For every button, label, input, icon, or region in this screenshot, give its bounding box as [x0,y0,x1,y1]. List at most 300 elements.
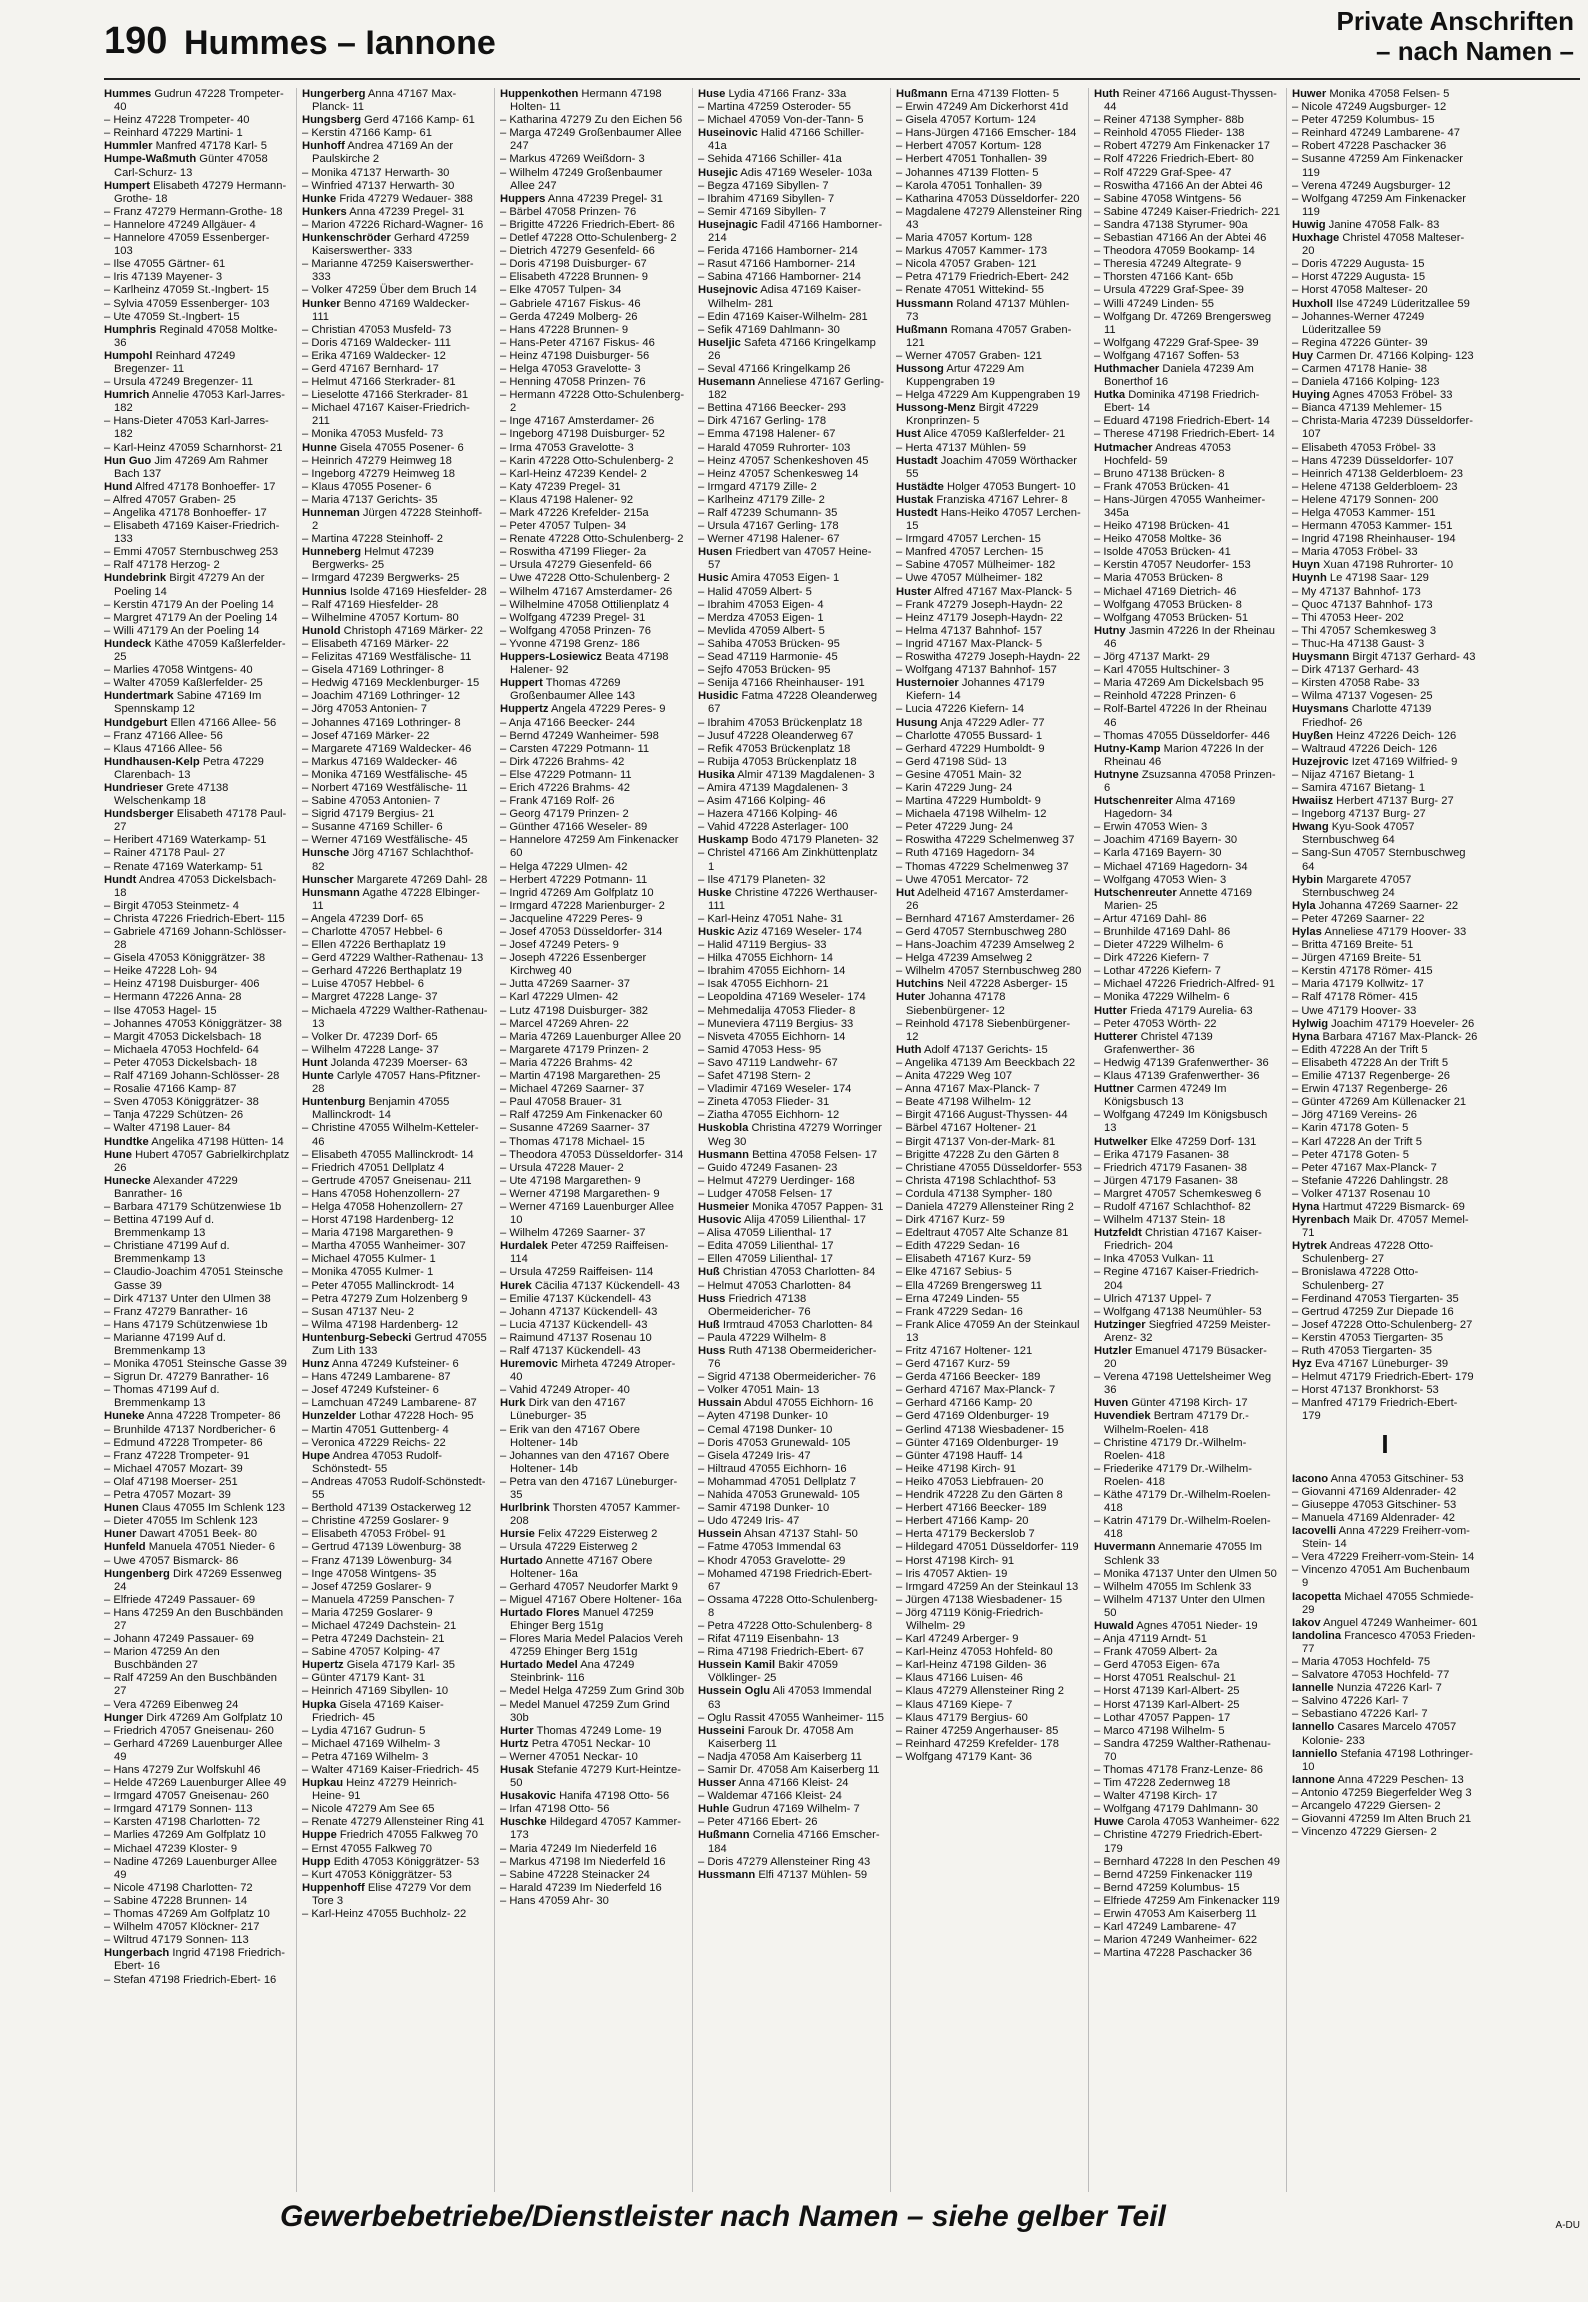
entry-details: Isolde 47169 Hiesfelder- 28 [349,585,487,598]
entry-surname: Humrich [104,389,150,402]
directory-entry [1292,232,1478,258]
entry-surname: Hunte [302,1070,334,1083]
directory-entry [698,376,884,402]
directory-entry [896,1214,1082,1227]
directory-entry [1094,1725,1280,1738]
entry-details: – Gertrud 47259 Zur Diepade 16 [1292,1305,1454,1318]
directory-entry [500,586,686,599]
entry-details: – Rosalie 47166 Kamp- 87 [104,1083,237,1096]
entry-details: – Charlotte 47055 Bussard- 1 [896,729,1043,742]
directory-entry [1292,952,1478,965]
section-title [1337,6,1574,66]
directory-entry [500,625,686,638]
entry-details: – Heike 47198 Kirch- 91 [896,1462,1017,1475]
directory-entry [500,1240,686,1266]
entry-surname: Hurtado Flores [500,1606,580,1619]
directory-entry [1094,1371,1280,1397]
directory-entry [1094,1882,1280,1895]
directory-entry [698,1410,884,1423]
entry-surname: Hutzinger [1094,1318,1146,1331]
entry-details: – Wilhelm 47137 Unter den Ulmen 50 [1094,1593,1266,1619]
entry-details: Siegfried 47259 Meister-Arenz- 32 [1104,1318,1271,1344]
entry-details: – Marion 47226 Richard-Wagner- 16 [302,218,484,231]
entry-details: – Horst 47058 Malteser- 20 [1292,284,1428,297]
directory-entry [698,546,884,572]
directory-entry [302,1319,488,1332]
entry-surname: Hurtado Medel [500,1659,578,1672]
directory-entry [500,651,686,677]
entry-details: Stefanie 47279 Kurt-Heintze- 50 [510,1764,681,1790]
entry-details: – Johannes 47139 Flotten- 5 [896,166,1039,179]
directory-entry [698,1541,884,1554]
directory-entry [500,1424,686,1450]
directory-entry [896,1712,1082,1725]
entry-details: Günter 47198 Kirch- 17 [1131,1397,1248,1410]
directory-entry [500,952,686,978]
directory-entry [1292,88,1478,101]
directory-entry [896,1699,1082,1712]
directory-entry [1094,1869,1280,1882]
directory-entry [104,442,290,455]
entry-details: – Brunhilde 47169 Dahl- 86 [1094,926,1231,938]
entry-details: – Michael 47057 Mozart- 39 [104,1462,243,1475]
entry-details: – Refik 47053 Brückenplatz 18 [698,742,851,755]
entry-surname: Hunkers [302,205,347,218]
entry-details: Anna 47229 Freiherr-vom-Stein- 14 [1302,1525,1470,1551]
entry-details: Agnes 47051 Nieder- 19 [1136,1619,1258,1632]
entry-details: – Heinz 47057 Schenkeshoven 45 [698,454,869,467]
directory-entry [1094,1227,1280,1253]
directory-entry [104,952,290,965]
column-separator [1088,88,1089,2192]
entry-details: – Nicole 47279 Am See 65 [302,1803,435,1816]
entry-details: – Karsten 47198 Charlotten- 72 [104,1816,261,1829]
directory-entry [1094,546,1280,559]
entry-details: – Gerhard 47167 Max-Planck- 7 [896,1384,1056,1397]
directory-entry [104,350,290,376]
entry-details: – Bronislawa 47228 Otto-Schulenberg- 27 [1292,1266,1419,1292]
entry-surname: Huzejrovic [1292,755,1349,768]
entry-details: – Reinhold 47178 Siebenbürgener- 12 [896,1017,1071,1043]
entry-details: Reiner 47166 August-Thyssen- 44 [1104,88,1277,114]
directory-entry [1292,1826,1478,1839]
entry-surname: Hutter [1094,1004,1127,1017]
entry-details: Carmen 47249 Im Königsbusch 13 [1104,1083,1227,1109]
directory-entry [302,1240,488,1253]
directory-entry [896,1083,1082,1096]
entry-surname: Hussong [896,362,944,375]
directory-entry [500,612,686,625]
entry-details: – Medel Manuel 47259 Zum Grind 30b [500,1698,670,1724]
entry-details: Edith 47053 Königgrätzer- 53 [333,1855,480,1868]
directory-entry [896,389,1082,402]
directory-entry [698,1790,884,1803]
directory-entry [302,887,488,913]
directory-entry [302,1057,488,1070]
directory-entry [302,1358,488,1371]
directory-entry [1292,821,1478,847]
entry-details: – Renate 47051 Wittekind- 55 [896,284,1045,297]
entry-surname: Hupka [302,1698,337,1711]
entry-details: – Gerd 47167 Kurz- 59 [896,1358,1010,1371]
entry-details: – Margarete 47179 Prinzen- 2 [500,1043,649,1056]
directory-entry [896,978,1082,991]
directory-entry [302,232,488,258]
directory-entry [104,1293,290,1306]
directory-entry [302,690,488,703]
directory-entry [500,1280,686,1293]
entry-surname: Huppers-Losiewicz [500,651,602,664]
directory-entry [896,1109,1082,1122]
entry-details: – Sebastiano 47226 Karl- 7 [1292,1708,1428,1721]
directory-entry [1094,1541,1280,1567]
directory-entry [302,1070,488,1096]
entry-details: Alfred 47178 Bonhoeffer- 17 [135,480,276,493]
entry-surname: Hustak [896,493,934,506]
directory-entry [104,1240,290,1266]
entry-surname: Hussmann [698,1868,756,1881]
entry-details: – Salvatore 47053 Hochfeld- 77 [1292,1669,1450,1682]
directory-entry [1292,1188,1478,1201]
entry-details: – Renate 47228 Otto-Schulenberg- 2 [500,533,684,546]
entry-details: – Elfriede 47259 Am Finkenacker 119 [1094,1894,1280,1907]
entry-surname: Husemann [698,376,756,389]
directory-entry [1094,1581,1280,1594]
directory-entry [1094,913,1280,926]
entry-details: – Magdalene 47279 Allensteiner Ring 43 [896,205,1082,231]
entry-details: Friedbert van 47057 Heine- 57 [708,546,872,572]
entry-details: Andrea 47053 Rudolf-Schönstedt- 55 [312,1449,442,1475]
entry-details: – Cordula 47138 Sympher- 180 [896,1187,1053,1200]
entry-details: Christian 47053 Charlotten- 84 [722,1266,876,1279]
directory-entry [698,219,884,245]
entry-surname: Hurlbrink [500,1502,550,1515]
entry-details: – Muneviera 47119 Bergius- 33 [698,1017,854,1030]
directory-entry [896,834,1082,847]
entry-details: – Hannelore 47259 Am Finkenacker 60 [500,834,679,860]
entry-details: – Ralf 47178 Römer- 415 [1292,991,1418,1004]
directory-entry [104,1816,290,1829]
entry-details: Christel 47058 Malteser- 20 [1302,232,1465,258]
entry-details: – Franz 47166 Allee- 56 [104,729,223,742]
directory-entry [500,1895,686,1908]
entry-details: – Dieter 47055 Im Schlenk 123 [104,1515,258,1528]
entry-surname: Huxhage [1292,232,1340,245]
entry-details: – Peter 47167 Max-Planck- 7 [1292,1161,1437,1174]
directory-entry [1292,664,1478,677]
entry-surname: Huven [1094,1397,1129,1410]
entry-details: – Hans 47259 An den Buschbänden 27 [104,1606,284,1632]
entry-details: Hanifa 47198 Otto- 56 [559,1790,670,1803]
directory-entry [104,1018,290,1031]
directory-entry [896,1568,1082,1581]
directory-entry [500,1162,686,1175]
entry-details: Francesco 47053 Frieden- 77 [1302,1629,1476,1655]
directory-entry [302,1751,488,1764]
entry-surname: Hustädte [896,480,944,493]
directory-entry [104,743,290,756]
entry-surname: Hunneman [302,507,360,519]
entry-details: – Erwin 47137 Regenberge- 26 [1292,1083,1448,1096]
directory-entry [1094,415,1280,428]
entry-details: Bakir 47059 Völklinger- 25 [708,1659,838,1685]
directory-entry [104,1031,290,1044]
directory-entry [1094,1712,1280,1725]
entry-surname: Huthmacher [1094,362,1160,375]
directory-entry [698,1240,884,1253]
directory-entry [500,939,686,952]
entry-details: – Franz 47279 Banrather- 16 [104,1305,248,1318]
entry-details: Jolanda 47239 Moerser- 63 [330,1056,468,1069]
directory-entry [1094,1253,1280,1266]
entry-details: – Lothar 47057 Pappen- 17 [1094,1711,1231,1724]
entry-details: – Herbert 47051 Tonhallen- 39 [896,153,1047,166]
entry-surname: Huppenkothen [500,88,579,100]
directory-entry [500,127,686,153]
directory-entry [1292,376,1478,389]
entry-details: – Wilhelm 47057 Klöckner- 217 [104,1921,260,1934]
entry-details: – Emma 47198 Halener- 67 [698,428,836,441]
entry-details: – Hans-Jürgen 47055 Wanheimer- 345a [1094,493,1266,519]
entry-details: – Michael 47269 Saarner- 37 [500,1083,645,1096]
directory-entry [500,572,686,585]
entry-details: – Ute 47198 Margarethen- 9 [500,1174,641,1187]
directory-entry [698,1201,884,1214]
entry-details: – Andreas 47053 Rudolf-Schönstedt- 55 [302,1475,486,1502]
directory-entry [104,1594,290,1607]
entry-details: – Doris 47198 Duisburger- 67 [500,258,647,271]
entry-details: Gerd 47166 Kamp- 61 [364,114,475,127]
directory-entry [896,245,1082,258]
entry-details: Adisa 47169 Kaiser-Wilhelm- 281 [708,284,861,310]
entry-details: – Sabine 47228 Brunnen- 14 [104,1894,248,1907]
entry-surname: Hussong-Menz [896,402,976,415]
entry-surname: Huth [896,1043,922,1056]
directory-entry [500,1201,686,1227]
entry-surname: Huskamp [698,834,749,847]
entry-details: – Ralf 47169 Johann-Schlösser- 28 [104,1070,280,1083]
entry-details: – Merdza 47053 Eigen- 1 [698,611,824,624]
entry-details: – Helga 47053 Gravelotte- 3 [500,362,641,375]
directory-entry [896,1502,1082,1515]
entry-details: – Lucia 47137 Kückendell- 43 [500,1318,648,1331]
entry-details: – Flores Maria Medel Palacios Vereh 47259 Ehinger Berg 151g [500,1633,683,1659]
entry-surname: Huseljic [698,336,741,349]
directory-entry [698,1096,884,1109]
directory-entry [896,1607,1082,1633]
directory-entry [1094,1136,1280,1149]
directory-entry [302,1659,488,1672]
directory-entry [698,952,884,965]
entry-surname: Huskobla [698,1122,749,1135]
directory-entry [698,717,884,730]
entry-details: – Jacqueline 47229 Peres- 9 [500,912,643,925]
entry-details: – Rima 47198 Friedrich-Ebert- 67 [698,1646,865,1659]
entry-details: – Sandra 47259 Walther-Rathenau- 70 [1094,1737,1271,1763]
entry-details: Anna 47249 Kufsteiner- 6 [331,1358,459,1371]
entry-surname: Hutzler [1094,1345,1132,1357]
entry-details: – Thomas 47178 Michael- 15 [500,1135,645,1148]
entry-details: – Ursula 47279 Giesenfeld- 66 [500,559,652,572]
directory-entry [698,1018,884,1031]
directory-entry [1094,1266,1280,1292]
directory-entry [500,219,686,232]
entry-details: – Uwe 47179 Hoover- 33 [1292,1004,1417,1017]
directory-entry [104,1555,290,1568]
directory-entry [1094,1515,1280,1541]
entry-details: – Margret 47179 An der Poeling 14 [104,611,278,624]
entry-details: Andreas 47228 Otto-Schulenberg- 27 [1302,1240,1434,1266]
directory-entry [896,847,1082,860]
entry-details: – Gisela 47053 Königgrätzer- 38 [104,952,266,965]
directory-entry [104,1777,290,1790]
entry-details: Thorsten 47057 Kammer- 208 [510,1502,681,1528]
directory-entry [1094,298,1280,311]
entry-details: – Stefan 47198 Friedrich-Ebert- 16 [104,1973,277,1986]
column-separator [692,88,693,2192]
entry-details: – Ellen 47226 Berthaplatz 19 [302,939,446,952]
directory-entry [1094,572,1280,585]
entry-details: – Detlef 47228 Otto-Schulenberg- 2 [500,232,677,245]
entry-details: – Katharina 47053 Düsseldorfer- 220 [896,192,1080,205]
entry-details: Almir 47139 Magdalenen- 3 [737,768,875,781]
entry-surname: Husseini [698,1724,745,1737]
directory-entry [302,1843,488,1856]
entry-details: Erna 47139 Flotten- 5 [950,88,1059,100]
entry-details: – Thorsten 47166 Kant- 65b [1094,271,1234,284]
entry-details: – Hiltraud 47055 Eichhorn- 16 [698,1462,847,1475]
directory-entry [1094,311,1280,337]
directory-entry [698,1816,884,1829]
directory-entry [1094,1070,1280,1083]
directory-entry [698,1175,884,1188]
directory-entry [1094,1699,1280,1712]
entry-details: – Klaus 47139 Grafenwerther- 36 [1094,1070,1260,1083]
directory-column [896,88,1082,2192]
entry-surname: Huvermann [1094,1541,1156,1554]
entry-surname: Hutterer [1094,1030,1138,1043]
entry-details: Kyu-Sook 47057 Sternbuschweg 64 [1302,821,1415,847]
directory-entry [896,1240,1082,1253]
entry-details: – Horst 47229 Augusta- 15 [1292,271,1426,284]
entry-details: – Semir 47169 Sibyllen- 7 [698,205,827,218]
entry-details: – Karla 47169 Bayern- 30 [1094,847,1222,860]
entry-details: Hermann 47198 Holten- 11 [510,88,662,114]
directory-entry [1292,599,1478,612]
entry-details: – Lutz 47198 Duisburger- 382 [500,1004,649,1017]
directory-entry [896,350,1082,363]
entry-details: – Peter 47229 Jung- 24 [896,821,1013,834]
directory-entry [1292,1345,1478,1358]
directory-entry [500,455,686,468]
entry-details: – Hans 47249 Lambarene- 87 [302,1371,451,1384]
directory-entry [698,101,884,114]
directory-entry [500,1882,686,1895]
entry-details: – Günter 47269 Am Küllenacker 21 [1292,1096,1467,1109]
entry-details: – Marianne 47259 Kaiserswerther- 333 [302,258,474,284]
entry-details: – Hermann 47053 Kammer- 151 [1292,520,1453,533]
directory-entry [302,1384,488,1397]
directory-entry [1292,271,1478,284]
entry-details: Manfred 47178 Karl- 5 [155,140,267,153]
entry-details: – Waldemar 47166 Kleist- 24 [698,1790,842,1803]
entry-details: – Thi 47053 Heer- 202 [1292,611,1404,624]
entry-details: Artur 47229 Am Kuppengraben 19 [906,362,1025,389]
entry-details: Manuel 47259 Ehinger Berg 151g [510,1606,654,1632]
entry-details: – Maria 47137 Gerichts- 35 [302,493,438,506]
directory-entry [698,1266,884,1279]
directory-entry [1292,363,1478,376]
entry-details: – Uwe 47057 Bismarck- 86 [104,1554,239,1567]
entry-details: – Heinz 47198 Duisburger- 406 [104,978,260,991]
entry-details: Joachim 47059 Wörthacker 55 [906,454,1077,480]
directory-entry [302,1777,488,1803]
entry-details: – Wilhelm 47167 Amsterdamer- 26 [500,585,673,598]
entry-details: – Herbert 47166 Beecker- 189 [896,1502,1047,1515]
entry-details: – Marga 47249 Großenbaumer Allee 247 [500,127,682,153]
entry-surname: Huying [1292,389,1330,402]
entry-details: – Klaus 47166 Luisen- 46 [896,1672,1023,1685]
directory-entry [896,599,1082,612]
directory-entry [1094,1031,1280,1057]
entry-details: – Thomas 47199 Auf d. Bremmenkamp 13 [104,1384,220,1410]
directory-entry [1292,965,1478,978]
entry-details: – Manuela 47169 Aldenrader- 42 [1292,1511,1455,1524]
directory-entry [1094,926,1280,939]
directory-entry [698,245,884,258]
directory-entry [104,298,290,311]
entry-surname: Hutny-Kamp [1094,742,1161,755]
entry-details: – Hans-Jürgen 47166 Emscher- 184 [896,127,1077,140]
directory-entry [104,1646,290,1672]
entry-details: – Monika 47229 Wilhelm- 6 [1094,991,1230,1004]
entry-surname: Hyrenbach [1292,1214,1350,1227]
entry-details: Gisela 47179 Karl- 35 [346,1659,455,1672]
directory-entry [698,1437,884,1450]
directory-entry [104,1712,290,1725]
directory-entry [500,1843,686,1856]
entry-details: – Horst 47198 Hardenberg- 12 [302,1214,454,1227]
entry-surname: Husovic [698,1214,742,1227]
entry-details: – Roswitha 47279 Joseph-Haydn- 22 [896,651,1081,664]
directory-entry [500,1384,686,1397]
directory-entry [104,1934,290,1947]
entry-details: Andreas 47053 Hochfeld- 59 [1104,441,1231,467]
entry-details: – Birgit 47137 Von-der-Mark- 81 [896,1135,1056,1148]
directory-entry [1292,1813,1478,1826]
directory-entry [302,1816,488,1829]
entry-details: – Werner 47051 Neckar- 10 [500,1750,638,1763]
directory-entry [104,965,290,978]
entry-surname: Huwald [1094,1619,1134,1632]
directory-entry [500,900,686,913]
entry-details: Jasmin 47226 In der Rheinau 46 [1104,624,1275,650]
directory-entry [104,1214,290,1240]
directory-entry [698,1031,884,1044]
entry-details: – Irfan 47198 Otto- 56 [500,1803,610,1816]
entry-details: – Franz 47139 Löwenburg- 34 [302,1554,452,1567]
entry-surname: Hußmann [896,88,948,100]
directory-entry [1094,1005,1280,1018]
directory-entry [104,507,290,520]
directory-entry [500,703,686,716]
entry-details: – Ursula 47228 Mauer- 2 [500,1161,624,1174]
entry-details: – Gerda 47249 Molberg- 26 [500,310,638,323]
entry-details: – Ruth 47169 Hagedorn- 34 [896,847,1035,860]
entry-details: Christel 47139 Grafenwerther- 36 [1104,1030,1213,1056]
directory-entry [104,1201,290,1214]
directory-entry [1094,625,1280,651]
